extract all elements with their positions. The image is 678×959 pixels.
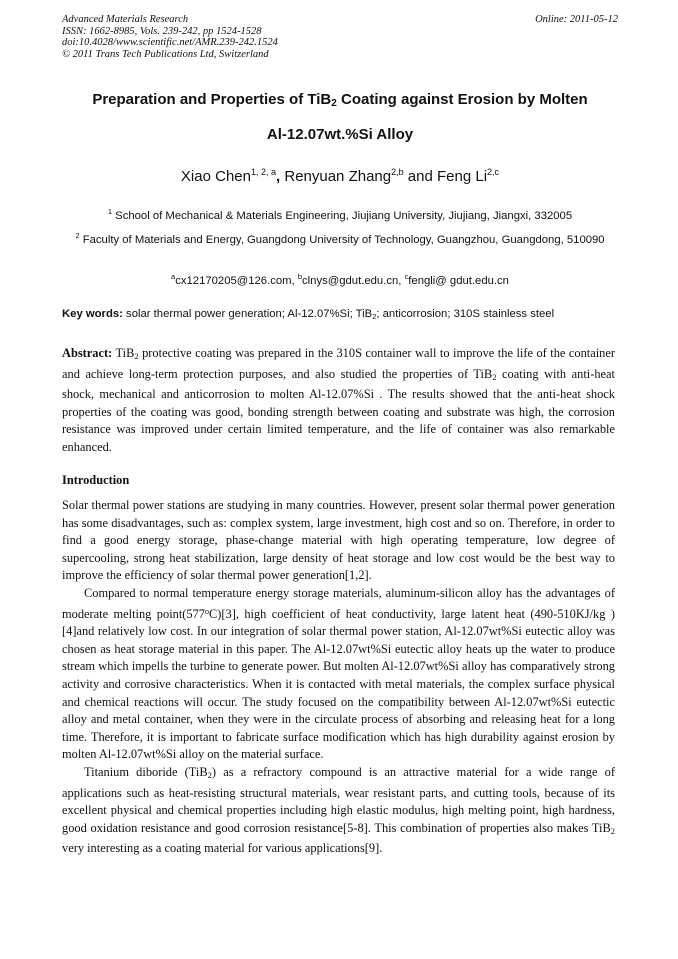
email-text: cx12170205@126.com, (175, 275, 298, 287)
title-text: Coating against Erosion by Molten (336, 91, 588, 108)
abstract-text: TiB (112, 346, 135, 360)
issn-line: ISSN: 1662-8985, Vols. 239-242, pp 1524-1528 (62, 25, 262, 37)
abstract-subscript: 2 (134, 351, 139, 361)
author-emails (62, 268, 618, 290)
affiliation-1 (62, 203, 618, 225)
paragraph (62, 764, 615, 858)
paragraph-text: very interesting as a coating material for various applications[9]. (62, 841, 383, 856)
online-date: Online: 2011-05-12 (535, 14, 618, 25)
affil-text: School of Mechanical & Materials Engineering, Jiujiang University, Jiujiang, Jiangxi, 332005 (112, 210, 573, 222)
abstract-text: coating with anti-heat shock, mechanical and anticorrosion to molten Al-12.07%Si . The results showed that the anti-heat shock properties of the coating was good, bonding strength between coating and substrate was high, the corrosion resistance was improved under certain limited temperature, and the life of container was also remarkable enhanced. (62, 366, 615, 454)
affiliation-2 (62, 227, 618, 249)
paragraph (62, 585, 615, 764)
section-heading-introduction: Introduction (62, 473, 130, 487)
abstract-label: Abstract: (62, 346, 113, 360)
copyright-line: © 2011 Trans Tech Publications Ltd, Switzerland (62, 48, 269, 60)
introduction-body (62, 497, 615, 858)
email-text: fengli@ gdut.edu.cn (408, 275, 509, 287)
author-name: Renyuan Zhang (284, 168, 392, 185)
email-sup: a (171, 272, 176, 281)
paragraph-text: Titanium diboride (TiB (84, 764, 208, 779)
abstract-text: protective coating was prepared in the 310S container wall to improve the life of the container and achieve long-term protection purposes, and also studied the properties of TiB (62, 346, 615, 381)
keywords-subscript: 2 (372, 312, 377, 321)
author-list (62, 167, 618, 185)
degree-sup: o (204, 606, 209, 616)
email-sup: b (297, 272, 303, 281)
paragraph: Solar thermal power stations are studying in many countries. However, present solar thermal power generation has some disadvantages, such as: complex system, large investment, high cost and so on. Therefore, in order to find a good energy storage, phase-change material with high operating temperature, low degree of supercooling, strong heat stabilization, large density of heat storage and low cost would be the best way to improve the efficiency of solar thermal power generation[1,2]. (62, 498, 615, 583)
author-sep: and (403, 168, 437, 185)
keywords-text: ; anticorrosion; 310S stainless steel (376, 308, 555, 320)
title-subscript: 2 (331, 98, 337, 109)
paragraph-subscript: 2 (207, 769, 212, 780)
email-sup: c (404, 272, 409, 281)
journal-name: Advanced Materials Research (62, 14, 189, 25)
paper-title-line1 (62, 91, 618, 109)
author-affil-sup: 2,b (391, 167, 404, 177)
abstract (62, 345, 615, 457)
author-name: Feng Li (437, 168, 488, 185)
keywords-text: solar thermal power generation; Al-12.07%Si; TiB (122, 308, 373, 320)
author-affil-sup: 2,c (487, 167, 500, 177)
journal-header (62, 14, 618, 60)
affil-sup: 2 (75, 231, 80, 240)
affil-sup: 1 (107, 207, 113, 216)
author-name: Xiao Chen (180, 168, 251, 185)
title-text: Preparation and Properties of TiB (92, 91, 332, 108)
paper-title-line2: Al-12.07wt.%Si Alloy (266, 126, 414, 143)
author-affil-sup: 1, 2, a (250, 167, 277, 177)
keywords-label: Key words: (62, 308, 123, 320)
email-text: clnys@gdut.edu.cn, (302, 275, 405, 287)
paragraph-text: C)[3], high coefficient of heat conductivity, large latent heat (490-510KJ/kg )[4]and relatively low cost. In our integration of solar thermal power station, Al-12.07wt%Si eutectic alloy was chosen as heat storage material in this paper. The Al-12.07wt%Si eutectic alloy heats up the water to produce stream which impells the turbine to generate power. But molten Al-12.07wt%Si alloy has comparatively strong activity and corrosive characteristics. When it is contacted with metal materials, the complex surface physical and chemical reactions will occur. The study focused on the compatibility between Al-12.07wt%Si eutectic alloy and metal container, when they were in the circulate process of absorbing and releasing heat for a long time. Therefore, it is important to fabricate surface modification which has high durability against erosion by molten Al-12.07wt%Si alloy on the material surface. (62, 606, 615, 762)
keywords (62, 308, 618, 321)
paragraph-text: Compared to normal temperature energy storage materials, aluminum-silicon alloy has the advantages of moderate melting point(577 (62, 585, 615, 621)
abstract-subscript: 2 (492, 371, 497, 382)
paragraph-subscript: 2 (610, 825, 615, 836)
author-sep: , (276, 168, 285, 185)
affil-text: Faculty of Materials and Energy, Guangdong University of Technology, Guangzhou, Guangdong, 510090 (79, 234, 605, 246)
paragraph-text: ) as a refractory compound is an attractive material for a wide range of applications such as heat-resisting structural materials, wear resistant parts, and cutting tools, because of its excellent physical and chemical properties including high elastic modulus, high melting point, high hardness, good oxidation resistance and good corrosion resistance[5-8]. This combination of properties also makes TiB (62, 764, 615, 835)
doi-line: doi:10.4028/www.scientific.net/AMR.239-242.1524 (62, 37, 278, 48)
